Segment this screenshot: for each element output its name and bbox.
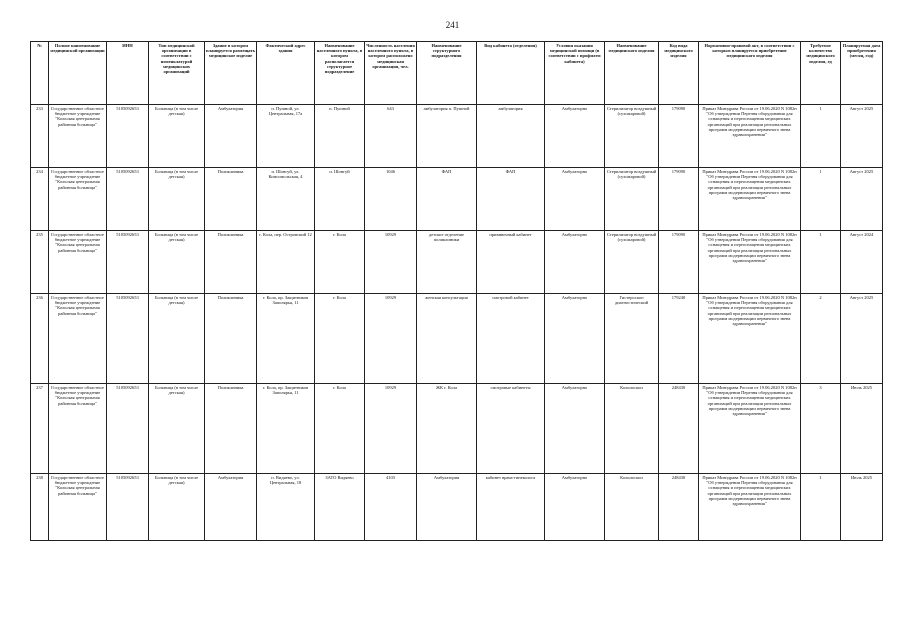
- table-header-row: [31, 42, 883, 105]
- cell-device-code: 179090: [659, 168, 699, 231]
- cell-device-code: 248430: [659, 474, 699, 541]
- cell-inn: 5105092653: [107, 384, 149, 474]
- cell-settlement: п. Пушной: [315, 105, 365, 168]
- cell-org-type: Больница (в том числе детская): [149, 168, 205, 231]
- cell-care-conditions: Амбулаторно: [545, 105, 605, 168]
- header-building: Здание в котором планируется размещать медицинское изделие: [205, 42, 257, 105]
- medical-equipment-table: [30, 41, 883, 541]
- cell-subdivision: ФАП: [417, 168, 477, 231]
- cell-building: Амбулатория: [205, 105, 257, 168]
- cell-building: Поликлиника: [205, 168, 257, 231]
- cell-org-type: Больница (в том числе детская): [149, 231, 205, 294]
- cell-device-name: Стерилизатор воздушный (сухожаровой): [605, 231, 659, 294]
- cell-population: 10929: [365, 384, 417, 474]
- cell-number: 233: [31, 105, 49, 168]
- cell-subdivision: женская консультация: [417, 294, 477, 384]
- cell-settlement: г. Кола: [315, 384, 365, 474]
- cell-room-type: смотровые кабинеты: [477, 384, 545, 474]
- cell-purchase-date: Август 2025: [841, 294, 883, 384]
- cell-org-type: Больница (в том числе детская): [149, 294, 205, 384]
- cell-device-name: Кольпоскоп: [605, 384, 659, 474]
- cell-building: Амбулатория: [205, 474, 257, 541]
- cell-legal-act: Приказ Минздрава России от 19.06.2020 N 1082н "Об утверждении Перечня оборудования для оснащения и переоснащения медицинских организаций при реализации региональных программ модернизации первичного звена здравоохранения": [699, 474, 801, 541]
- cell-purchase-date: Август 2024: [841, 231, 883, 294]
- cell-address: г. Кола, пр. Защитников Заполярья, 11: [257, 384, 315, 474]
- cell-number: 236: [31, 294, 49, 384]
- cell-quantity: 1: [801, 474, 841, 541]
- cell-legal-act: Приказ Минздрава России от 19.06.2020 N 1082н "Об утверждении Перечня оборудования для оснащения и переоснащения медицинских организаций при реализации региональных программ модернизации первичного звена здравоохранения": [699, 168, 801, 231]
- cell-inn: 5105092653: [107, 294, 149, 384]
- cell-population: 1046: [365, 168, 417, 231]
- cell-device-code: 179090: [659, 231, 699, 294]
- cell-inn: 5105092653: [107, 105, 149, 168]
- cell-address: г. Кола, пр. Защитников Заполярья, 11: [257, 294, 315, 384]
- cell-org-name: Государственное областное бюджетное учреждение "Кольская центральная районная больница": [49, 384, 107, 474]
- cell-legal-act: Приказ Минздрава России от 19.06.2020 N 1082н "Об утверждении Перечня оборудования для оснащения и переоснащения медицинских организаций при реализации региональных программ модернизации первичного звена здравоохранения": [699, 294, 801, 384]
- page-number: 241: [445, 20, 460, 30]
- cell-address: п. Шонгуй, ул. Комсомольская, 4: [257, 168, 315, 231]
- cell-room-type: ФАП: [477, 168, 545, 231]
- header-device-code: Код вида медицинского изделия: [659, 42, 699, 105]
- cell-quantity: 1: [801, 231, 841, 294]
- header-care-conditions: Условия оказания медицинской помощи (в соответствии с профилем кабинета): [545, 42, 605, 105]
- cell-building: Поликлиника: [205, 294, 257, 384]
- cell-legal-act: Приказ Минздрава России от 19.06.2020 N 1082н "Об утверждении Перечня оборудования для оснащения и переоснащения медицинских организаций при реализации региональных программ модернизации первичного звена здравоохранения": [699, 105, 801, 168]
- cell-device-code: 179240: [659, 294, 699, 384]
- cell-number: 235: [31, 231, 49, 294]
- header-purchase-date: Планируемая дата приобретения (месяц, год): [841, 42, 883, 105]
- cell-purchase-date: Июль 2025: [841, 384, 883, 474]
- cell-subdivision: Амбулатория: [417, 474, 477, 541]
- cell-care-conditions: Амбулаторно: [545, 474, 605, 541]
- cell-address: г. Кола, пер. Островский 12: [257, 231, 315, 294]
- cell-population: 10929: [365, 294, 417, 384]
- cell-device-name: Гистероскоп диагностический: [605, 294, 659, 384]
- cell-purchase-date: Июль 2025: [841, 474, 883, 541]
- cell-org-type: Больница (в том числе детская): [149, 474, 205, 541]
- cell-address: п. Пушной, ул. Центральная, 17а: [257, 105, 315, 168]
- header-address: Фактический адрес здания: [257, 42, 315, 105]
- cell-legal-act: Приказ Минздрава России от 19.06.2020 N 1082н "Об утверждении Перечня оборудования для оснащения и переоснащения медицинских организаций при реализации региональных программ модернизации первичного звена здравоохранения": [699, 384, 801, 474]
- cell-building: Поликлиника: [205, 384, 257, 474]
- cell-org-type: Больница (в том числе детская): [149, 384, 205, 474]
- cell-settlement: п. Шонгуй: [315, 168, 365, 231]
- header-org-type: Тип медицинской организации в соответствии с номенклатурой медицинских организаций: [149, 42, 205, 105]
- table-row: [31, 231, 883, 294]
- cell-settlement: г. Кола: [315, 231, 365, 294]
- cell-purchase-date: Август 2025: [841, 168, 883, 231]
- cell-quantity: 1: [801, 168, 841, 231]
- cell-room-type: смотровой кабинет: [477, 294, 545, 384]
- cell-quantity: 2: [801, 294, 841, 384]
- cell-purchase-date: Август 2025: [841, 105, 883, 168]
- table-row: [31, 474, 883, 541]
- cell-org-name: Государственное областное бюджетное учреждение "Кольская центральная районная больница": [49, 294, 107, 384]
- cell-number: 234: [31, 168, 49, 231]
- header-device-name: Наименование медицинского изделия: [605, 42, 659, 105]
- cell-org-name: Государственное областное бюджетное учреждение "Кольская центральная районная больница": [49, 474, 107, 541]
- cell-care-conditions: Амбулаторно: [545, 294, 605, 384]
- cell-settlement: ЗАТО Видяево: [315, 474, 365, 541]
- table-row: [31, 384, 883, 474]
- cell-care-conditions: Амбулаторно: [545, 231, 605, 294]
- header-population: Численность населения населенного пункта, в котором расположено медицинская организация, чел.: [365, 42, 417, 105]
- cell-org-name: Государственное областное бюджетное учреждение "Кольская центральная районная больница": [49, 231, 107, 294]
- cell-inn: 5105092653: [107, 231, 149, 294]
- header-legal-act: Нормативно-правовой акт, в соответствии с которым планируется приобретение медицинского изделия: [699, 42, 801, 105]
- cell-org-name: Государственное областное бюджетное учреждение "Кольская центральная районная больница": [49, 105, 107, 168]
- table-row: [31, 168, 883, 231]
- cell-org-name: Государственное областное бюджетное учреждение "Кольская центральная районная больница": [49, 168, 107, 231]
- cell-device-name: Стерилизатор воздушный (сухожаровой): [605, 168, 659, 231]
- cell-number: 238: [31, 474, 49, 541]
- cell-inn: 5105092653: [107, 474, 149, 541]
- cell-building: Поликлиника: [205, 231, 257, 294]
- cell-quantity: 1: [801, 105, 841, 168]
- cell-subdivision: ЖК г. Кола: [417, 384, 477, 474]
- cell-subdivision: амбулатория п. Пушной: [417, 105, 477, 168]
- cell-care-conditions: Амбулаторно: [545, 384, 605, 474]
- cell-address: п. Видяево, ул. Центральная, 18: [257, 474, 315, 541]
- cell-room-type: прививочный кабинет: [477, 231, 545, 294]
- cell-subdivision: детское отделение поликлиники: [417, 231, 477, 294]
- cell-device-code: 179090: [659, 105, 699, 168]
- header-settlement: Наименование населенного пункта, в котором располагается структурное подразделение: [315, 42, 365, 105]
- header-org-name: Полное наименование медицинской организации: [49, 42, 107, 105]
- table-row: [31, 294, 883, 384]
- header-subdivision: Наименование структурного подразделения: [417, 42, 477, 105]
- cell-legal-act: Приказ Минздрава России от 19.06.2020 N 1082н "Об утверждении Перечня оборудования для оснащения и переоснащения медицинских организаций при реализации региональных программ модернизации первичного звена здравоохранения": [699, 231, 801, 294]
- cell-number: 237: [31, 384, 49, 474]
- cell-org-type: Больница (в том числе детская): [149, 105, 205, 168]
- header-number: №: [31, 42, 49, 105]
- cell-device-name: Кольпоскоп: [605, 474, 659, 541]
- header-quantity: Требуемое количество медицинского изделия, ед: [801, 42, 841, 105]
- cell-population: 4103: [365, 474, 417, 541]
- cell-settlement: г. Кола: [315, 294, 365, 384]
- cell-population: 10929: [365, 231, 417, 294]
- cell-quantity: 3: [801, 384, 841, 474]
- header-room-type: Вид кабинета (отделения): [477, 42, 545, 105]
- cell-device-name: Стерилизатор воздушный (сухожаровой): [605, 105, 659, 168]
- cell-inn: 5105092653: [107, 168, 149, 231]
- cell-room-type: кабинет врача-гинеколога: [477, 474, 545, 541]
- cell-population: 643: [365, 105, 417, 168]
- header-inn: ИНН: [107, 42, 149, 105]
- cell-care-conditions: Амбулаторно: [545, 168, 605, 231]
- cell-device-code: 248430: [659, 384, 699, 474]
- table-row: [31, 105, 883, 168]
- cell-room-type: амбулатория: [477, 105, 545, 168]
